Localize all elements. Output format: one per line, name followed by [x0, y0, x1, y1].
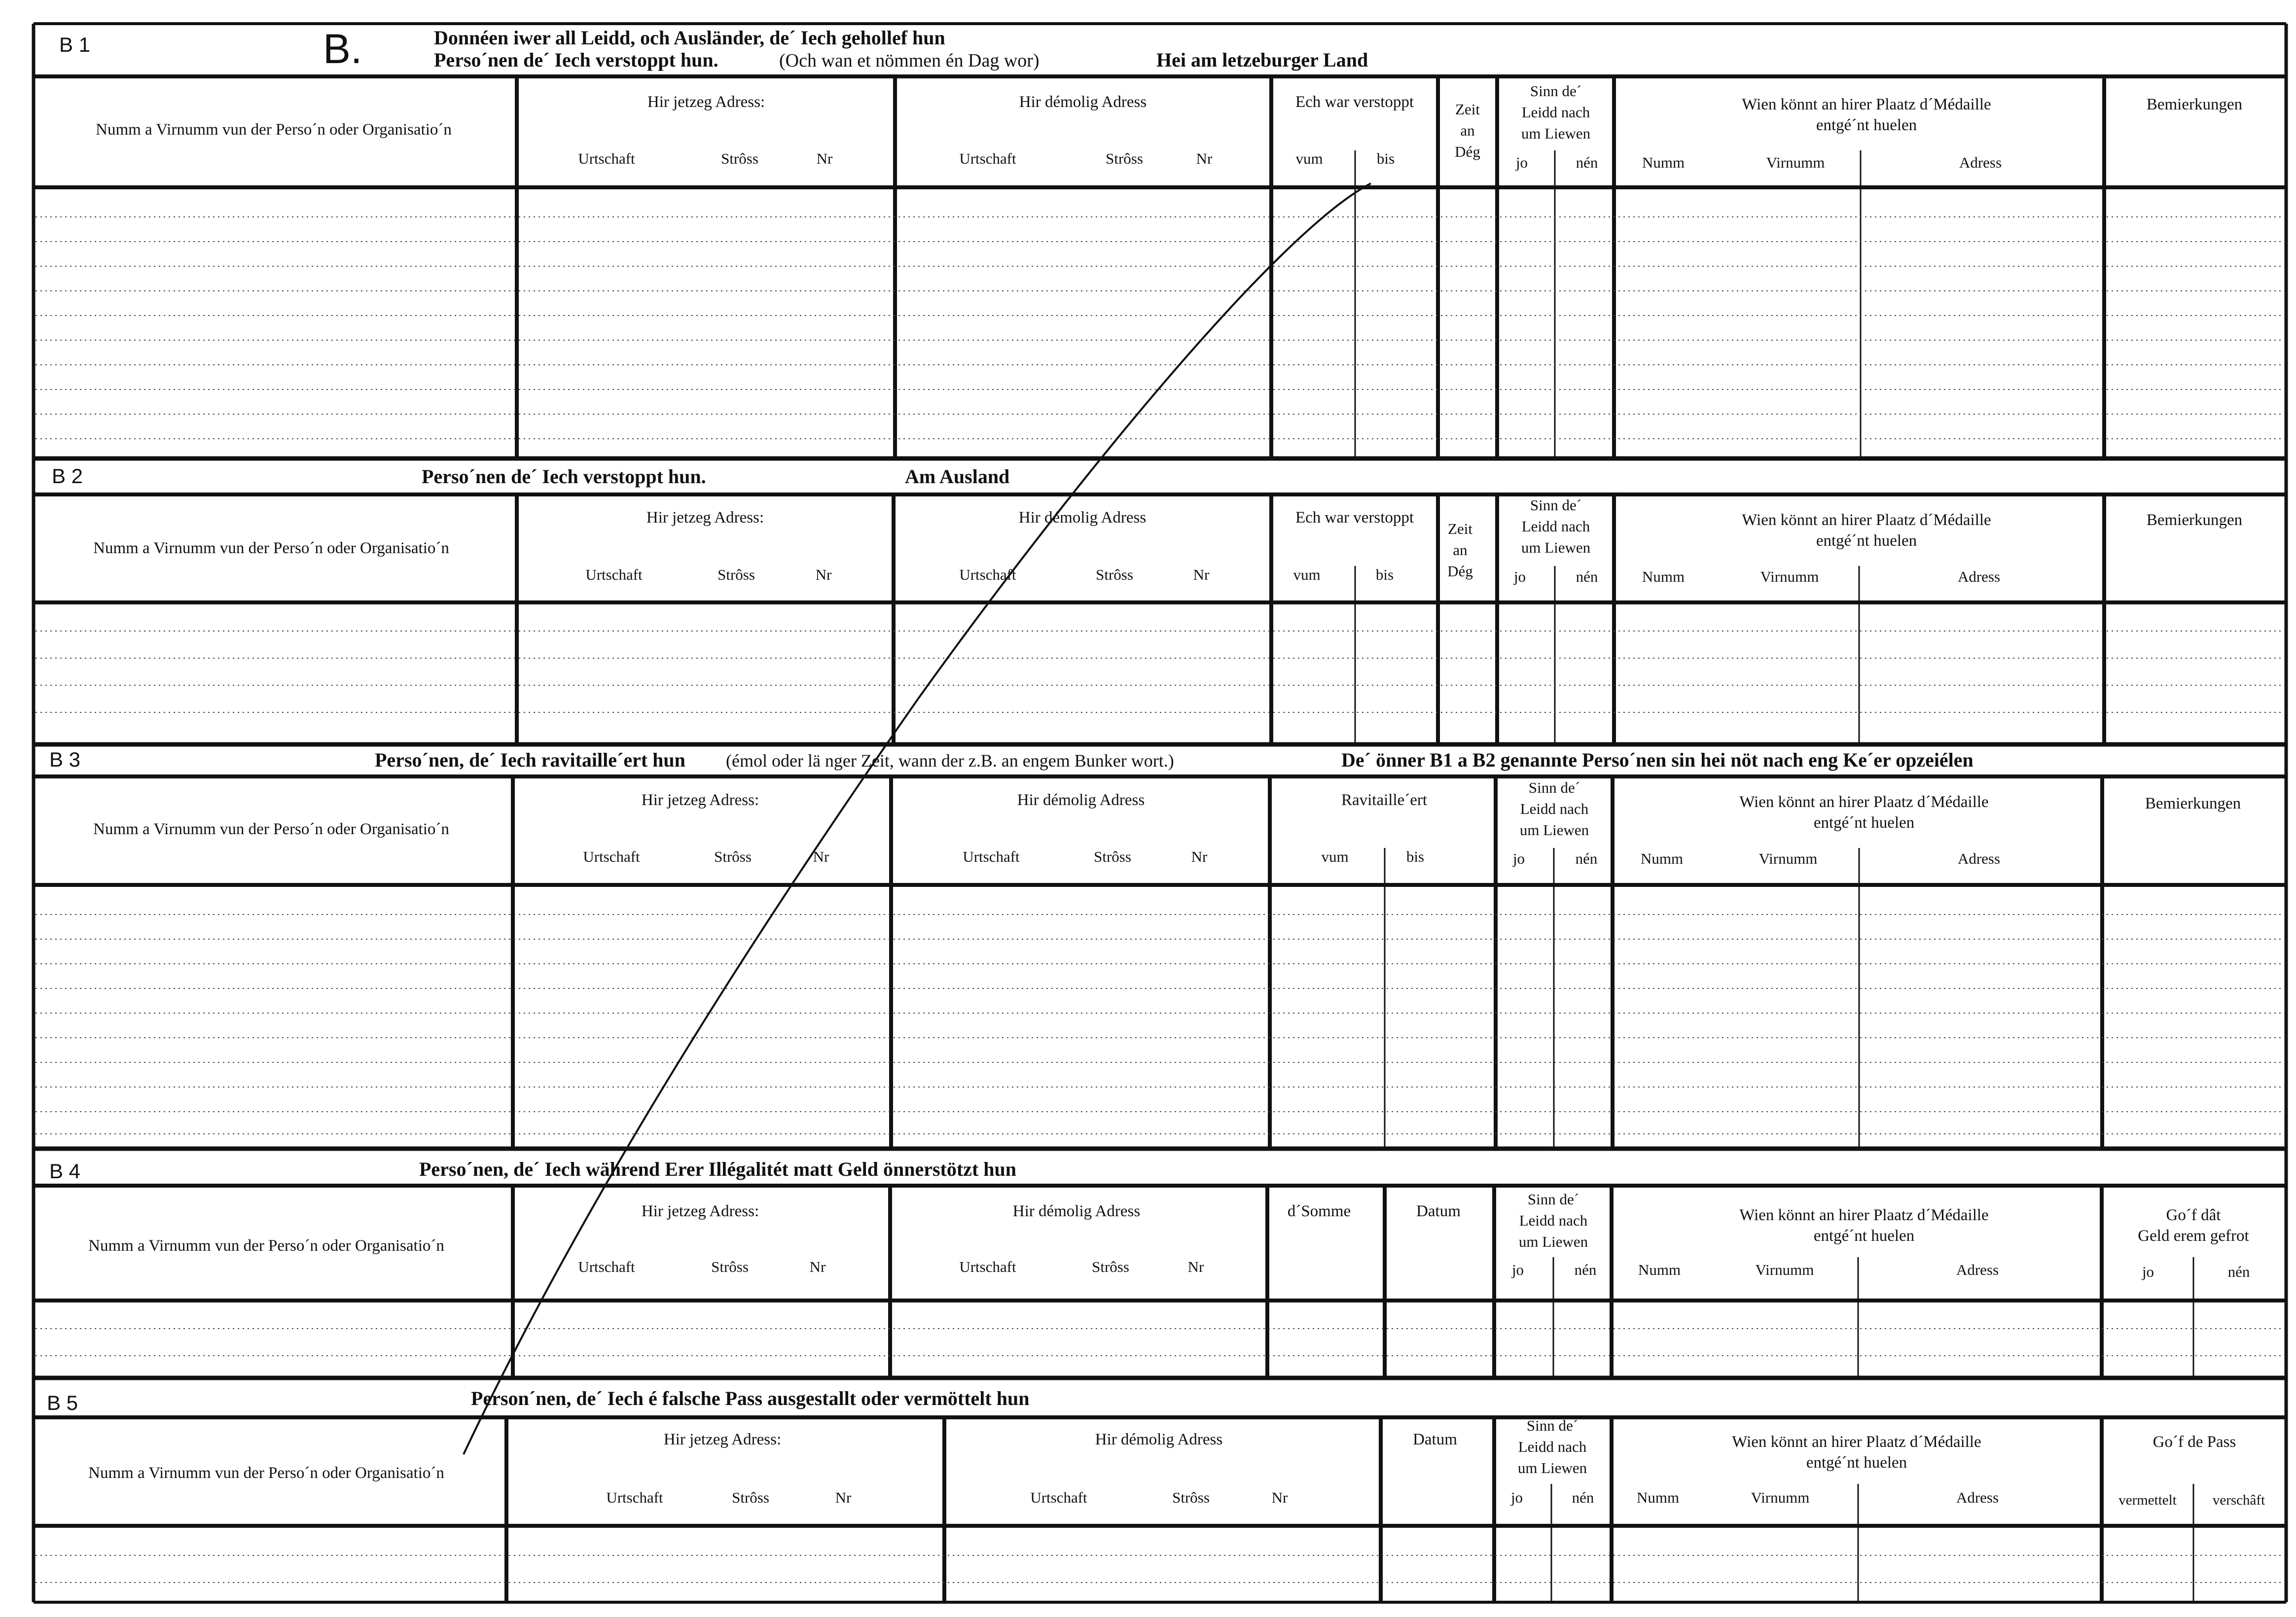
- col-medal-address: Adress: [1957, 568, 2001, 585]
- col-place: Urtschaft: [1030, 1489, 1087, 1506]
- col-from: vum: [1293, 566, 1321, 583]
- col-current-address: Hir jetzeg Adress:: [646, 509, 764, 527]
- col-medal-name: Numm: [1642, 154, 1685, 171]
- col-from: vum: [1321, 848, 1349, 865]
- col-no: nén: [1575, 850, 1598, 867]
- col-medal-firstname: Virnumm: [1755, 1261, 1814, 1278]
- col-alive: um Liewen: [1519, 821, 1589, 839]
- col-medal: Wien könnt an hirer Plaatz d´Médaille: [1742, 511, 1991, 529]
- col-pass: Go´f de Pass: [2152, 1433, 2236, 1451]
- section-b5: [34, 1387, 2286, 1602]
- col-place: Urtschaft: [959, 1258, 1016, 1275]
- section-note: (émol oder lä nger Zeit, wann der z.B. an engem Bunker wort.): [726, 751, 1174, 771]
- section-title: Person´nen, de´ Iech é falsche Pass ausgestallt oder vermöttelt hun: [471, 1387, 1030, 1409]
- col-remarks: Bemierkungen: [2146, 96, 2243, 113]
- col-place: Urtschaft: [959, 566, 1016, 583]
- col-number: Nr: [1193, 566, 1210, 583]
- col-medal-firstname: Virnumm: [1758, 850, 1818, 867]
- col-alive: Leidd nach: [1518, 1438, 1587, 1455]
- col-supplied: Ravitaille´ert: [1341, 791, 1428, 809]
- col-former-address: Hir démolig Adress: [1095, 1431, 1223, 1448]
- col-yes: jo: [1510, 1489, 1523, 1506]
- col-medal: Wien könnt an hirer Plaatz d´Médaille: [1739, 1206, 1989, 1224]
- section-place: Am Ausland: [905, 465, 1010, 488]
- col-street: Strôss: [714, 848, 752, 865]
- col-gift: Geld erem gefrot: [2138, 1227, 2249, 1245]
- col-medal-name: Numm: [1636, 1489, 1680, 1506]
- col-place: Urtschaft: [578, 150, 635, 167]
- col-no: nén: [2227, 1263, 2250, 1280]
- col-former-address: Hir démolig Adress: [1018, 509, 1147, 527]
- col-place: Urtschaft: [959, 150, 1016, 167]
- col-medal-address: Adress: [1956, 1261, 1999, 1278]
- col-number: Nr: [1196, 150, 1213, 167]
- col-time: Dég: [1455, 143, 1480, 160]
- col-medal-name: Numm: [1642, 568, 1685, 585]
- col-number: Nr: [1271, 1489, 1288, 1506]
- col-alive: Sinn de´: [1527, 1191, 1579, 1208]
- col-medal: Wien könnt an hirer Plaatz d´Médaille: [1739, 793, 1989, 811]
- col-no: nén: [1576, 154, 1598, 171]
- form-frame: [34, 24, 2286, 1602]
- col-medal: entgé´nt huelen: [1806, 1454, 1907, 1472]
- col-medal-name: Numm: [1640, 850, 1684, 867]
- section-b3: [34, 748, 2286, 1149]
- col-name: Numm a Virnumm vun der Perso´n oder Organisatio´n: [93, 820, 449, 838]
- col-street: Strôss: [1094, 848, 1131, 865]
- col-street: Strôss: [1096, 566, 1133, 583]
- col-alive: um Liewen: [1521, 539, 1591, 556]
- col-alive: Sinn de´: [1530, 496, 1582, 514]
- col-remarks: Bemierkungen: [2146, 511, 2243, 529]
- section-note: (Och wan et nömmen én Dag wor): [779, 50, 1040, 71]
- col-no: nén: [1576, 568, 1598, 585]
- section-title: Perso´nen de´ Iech verstoppt hun.: [422, 465, 706, 488]
- col-current-address: Hir jetzeg Adress:: [641, 1202, 759, 1220]
- col-yes: jo: [2142, 1263, 2154, 1280]
- col-place: Urtschaft: [578, 1258, 635, 1275]
- section-code: B 5: [47, 1391, 78, 1414]
- col-number: Nr: [1187, 1258, 1204, 1275]
- col-current-address: Hir jetzeg Adress:: [641, 791, 759, 809]
- section-title: Perso´nen, de´ Iech während Erer Illégalitét matt Geld önnerstötzt hun: [419, 1158, 1016, 1180]
- col-alive: um Liewen: [1518, 1233, 1588, 1250]
- col-to: bis: [1406, 848, 1425, 865]
- col-time: Dég: [1447, 562, 1473, 580]
- section-code: B 3: [49, 748, 81, 771]
- col-time: an: [1460, 122, 1475, 139]
- col-remarks: Bemierkungen: [2145, 795, 2241, 812]
- section-place: Hei am letzeburger Land: [1156, 49, 1368, 71]
- col-date: Datum: [1416, 1202, 1461, 1220]
- col-hidden: Ech war verstoppt: [1295, 509, 1414, 527]
- col-alive: Leidd nach: [1519, 1212, 1588, 1229]
- col-place: Urtschaft: [583, 848, 640, 865]
- col-medal-firstname: Virnumm: [1751, 1489, 1810, 1506]
- col-place: Urtschaft: [963, 848, 1020, 865]
- col-alive: Sinn de´: [1526, 1417, 1578, 1434]
- col-alive: Sinn de´: [1528, 779, 1580, 796]
- col-medal: entgé´nt huelen: [1813, 814, 1915, 832]
- col-name: Numm a Virnumm vun der Perso´n oder Organisatio´n: [88, 1464, 444, 1482]
- col-alive: Leidd nach: [1521, 104, 1590, 121]
- col-medal-name: Numm: [1638, 1261, 1681, 1278]
- col-street: Strôss: [1092, 1258, 1129, 1275]
- col-name: Numm a Virnumm vun der Perso´n oder Organisatio´n: [93, 539, 449, 557]
- col-medal: Wien könnt an hirer Plaatz d´Médaille: [1732, 1433, 1981, 1451]
- col-medal: entgé´nt huelen: [1816, 116, 1917, 134]
- col-number: Nr: [813, 848, 829, 865]
- section-title: Donnéen iwer all Leidd, och Ausländer, de´ Iech gehollef hun: [434, 27, 945, 49]
- col-alive: Leidd nach: [1521, 518, 1590, 535]
- col-yes: jo: [1513, 568, 1526, 585]
- col-medal-firstname: Virnumm: [1760, 568, 1819, 585]
- section-b2: [34, 464, 2286, 744]
- col-street: Strôss: [732, 1489, 769, 1506]
- col-number: Nr: [1191, 848, 1208, 865]
- col-medal-address: Adress: [1959, 154, 2002, 171]
- col-place: Urtschaft: [585, 566, 643, 583]
- col-medal: entgé´nt huelen: [1813, 1227, 1915, 1245]
- col-medal-address: Adress: [1957, 850, 2001, 867]
- section-title: Perso´nen de´ Iech verstoppt hun.: [434, 49, 718, 71]
- col-no: nén: [1572, 1489, 1594, 1506]
- col-former-address: Hir démolig Adress: [1017, 791, 1145, 809]
- form-letter: B.: [323, 26, 362, 72]
- col-no: nén: [1574, 1261, 1597, 1278]
- col-number: Nr: [816, 150, 833, 167]
- col-alive: Leidd nach: [1520, 800, 1589, 817]
- col-street: Strôss: [718, 566, 755, 583]
- col-to: bis: [1376, 150, 1395, 167]
- col-yes: jo: [1515, 154, 1528, 171]
- col-yes: jo: [1512, 850, 1525, 867]
- col-alive: um Liewen: [1517, 1459, 1587, 1476]
- col-from: vum: [1295, 150, 1323, 167]
- col-medal: entgé´nt huelen: [1816, 532, 1917, 550]
- col-time: an: [1453, 541, 1468, 559]
- col-hidden: Ech war verstoppt: [1295, 93, 1414, 111]
- col-current-address: Hir jetzeg Adress:: [647, 93, 765, 111]
- col-street: Strôss: [1172, 1489, 1210, 1506]
- col-sum: d´Somme: [1287, 1202, 1351, 1220]
- col-pass-issued: verschâft: [2212, 1492, 2265, 1508]
- col-name: Numm a Virnumm vun der Perso´n oder Organisatio´n: [88, 1237, 444, 1255]
- col-former-address: Hir démolig Adress: [1012, 1202, 1141, 1220]
- col-name: Numm a Virnumm vun der Perso´n oder Organisatio´n: [96, 121, 452, 139]
- section-code: B 4: [49, 1160, 81, 1183]
- col-pass-mediated: vermettelt: [2118, 1492, 2177, 1508]
- col-former-address: Hir démolig Adress: [1019, 93, 1147, 111]
- col-alive: Sinn de´: [1530, 82, 1582, 100]
- col-place: Urtschaft: [606, 1489, 663, 1506]
- col-street: Strôss: [1106, 150, 1143, 167]
- col-yes: jo: [1511, 1261, 1524, 1278]
- col-medal-address: Adress: [1956, 1489, 1999, 1506]
- col-time: Zeit: [1455, 101, 1480, 118]
- section-code: B 1: [59, 33, 91, 56]
- col-date: Datum: [1413, 1431, 1457, 1448]
- col-time: Zeit: [1448, 520, 1472, 537]
- col-current-address: Hir jetzeg Adress:: [663, 1431, 782, 1448]
- section-code: B 2: [52, 464, 83, 488]
- col-gift: Go´f dât: [2166, 1206, 2221, 1224]
- section-title: Perso´nen, de´ Iech ravitaille´ert hun: [375, 749, 685, 771]
- col-medal-firstname: Virnumm: [1766, 154, 1825, 171]
- col-street: Strôss: [721, 150, 758, 167]
- col-to: bis: [1375, 566, 1394, 583]
- col-medal: Wien könnt an hirer Plaatz d´Médaille: [1742, 96, 1991, 113]
- col-number: Nr: [809, 1258, 826, 1275]
- col-number: Nr: [815, 566, 832, 583]
- col-alive: um Liewen: [1521, 125, 1591, 142]
- section-b4: [34, 1158, 2286, 1378]
- section-b1: [34, 26, 2286, 458]
- col-street: Strôss: [711, 1258, 749, 1275]
- section-note: De´ önner B1 a B2 genannte Perso´nen sin hei nöt nach eng Ke´er opzeiélen: [1341, 749, 1973, 771]
- col-number: Nr: [835, 1489, 852, 1506]
